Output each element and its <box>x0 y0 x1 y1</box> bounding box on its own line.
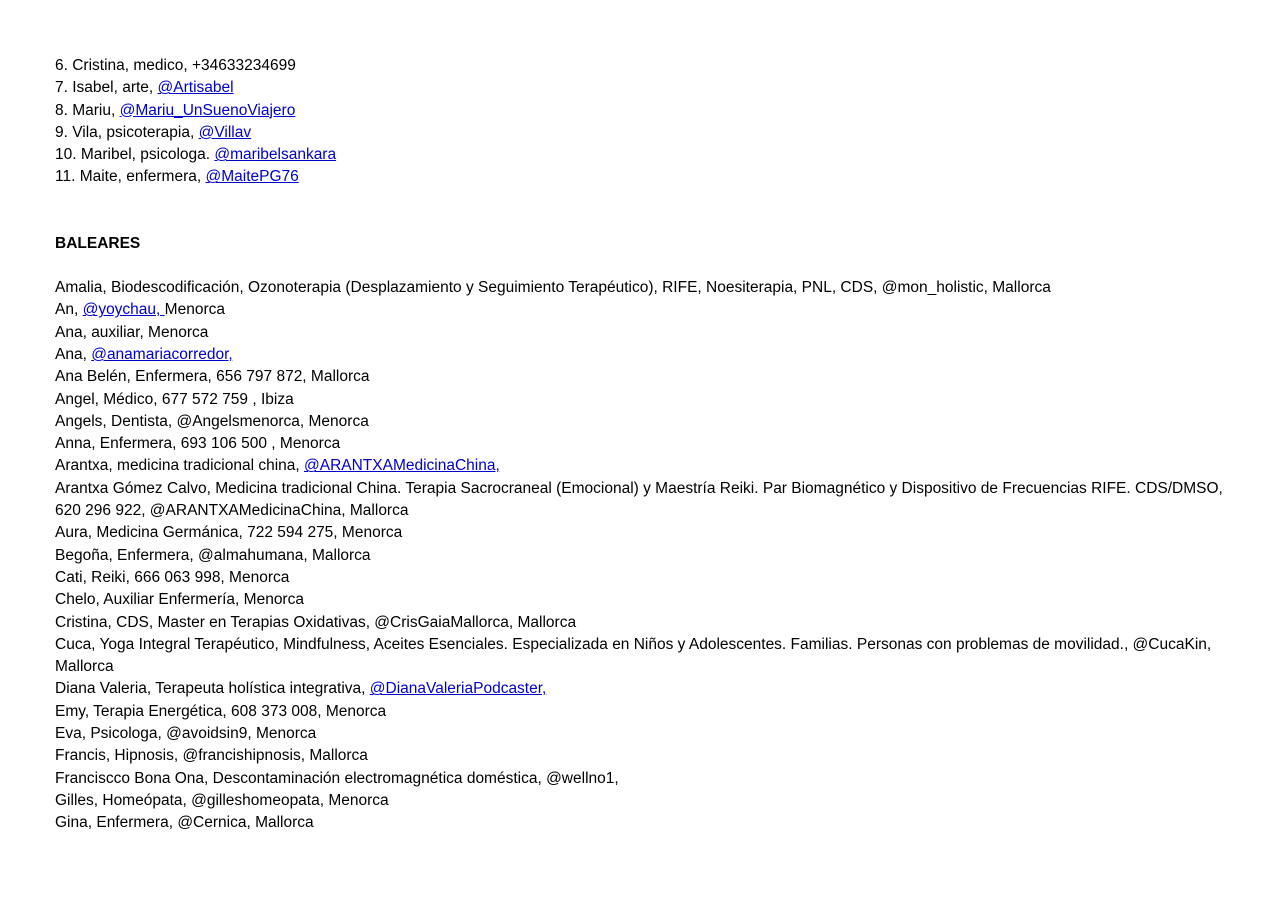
spacer <box>55 255 1235 277</box>
entry-text: Eva, Psicologa, @avoidsin9, Menorca <box>55 725 317 743</box>
list-item <box>55 411 1235 433</box>
profile-link[interactable]: @Mariu_UnSuenoViajero <box>119 101 296 119</box>
list-item <box>55 389 1235 411</box>
entry-text: Aura, Medicina Germánica, 722 594 275, Menorca <box>55 524 403 542</box>
list-item <box>55 299 1235 321</box>
list-item <box>55 277 1235 299</box>
entry-text: Angels, Dentista, @Angelsmenorca, Menorca <box>55 412 369 430</box>
profile-link[interactable]: @anamariacorredor, <box>91 345 233 363</box>
entry-text: Francis, Hipnosis, @francishipnosis, Mallorca <box>55 747 368 765</box>
entry-text: 6. Cristina, medico, +34633234699 <box>55 57 296 74</box>
list-item <box>55 745 1235 767</box>
list-item <box>55 589 1235 611</box>
list-item <box>55 77 1235 99</box>
entry-text: Amalia, Biodescodificación, Ozonoterapia (Desplazamiento y Seguimiento Terapéutico), RIFE, Noesiterapia, PNL, CDS, @mon_holistic, Mallorca <box>55 279 1051 297</box>
list-item <box>55 612 1235 634</box>
list-item <box>55 723 1235 745</box>
entry-text: Cati, Reiki, 666 063 998, Menorca <box>55 568 290 586</box>
list-item <box>55 100 1235 122</box>
list-item <box>55 144 1235 166</box>
entry-text: 10. Maribel, psicologa. <box>55 146 215 164</box>
entry-text: Anna, Enfermera, 693 106 500 , Menorca <box>55 435 341 453</box>
list-item <box>55 322 1235 344</box>
entry-text: An, <box>55 301 83 319</box>
list-item <box>55 678 1235 700</box>
list-item <box>55 567 1235 589</box>
entry-text: 8. Mariu, <box>55 101 120 119</box>
profile-link[interactable]: @Villav <box>198 123 252 141</box>
entry-text: 9. Vila, psicoterapia, <box>55 123 199 141</box>
entry-text: Cuca, Yoga Integral Terapéutico, Mindfulness, Aceites Esenciales. Especializada en Niños y Adolescentes. Familias. Personas con problemas de movilidad., @CucaKin, Mallorca <box>55 635 1212 676</box>
baleares-contact-list <box>55 277 1235 834</box>
list-item <box>55 122 1235 144</box>
entry-text: Ana Belén, Enfermera, 656 797 872, Mallorca <box>55 368 370 386</box>
entry-text: Emy, Terapia Energética, 608 373 008, Menorca <box>55 702 387 720</box>
entry-text: Gilles, Homeópata, @gilleshomeopata, Menorca <box>55 791 389 809</box>
entry-text: 11. Maite, enfermera, <box>55 168 206 186</box>
profile-link[interactable]: @maribelsankara <box>214 146 337 164</box>
entry-text: Franciscco Bona Ona, Descontaminación electromagnética doméstica, @wellno1, <box>55 769 619 787</box>
list-item <box>55 768 1235 790</box>
profile-link[interactable]: @yoychau, <box>82 301 165 319</box>
top-contact-list <box>55 55 1235 189</box>
entry-text: Begoña, Enfermera, @almahumana, Mallorca <box>55 546 371 564</box>
list-item <box>55 433 1235 455</box>
entry-text: Ana, auxiliar, Menorca <box>55 323 209 341</box>
profile-link[interactable]: @DianaValeriaPodcaster, <box>369 680 547 698</box>
profile-link[interactable]: @Artisabel <box>157 79 234 97</box>
list-item <box>55 478 1235 523</box>
list-item <box>55 634 1235 679</box>
list-item <box>55 812 1235 834</box>
profile-link[interactable]: @ARANTXAMedicinaChina, <box>304 457 500 475</box>
list-item <box>55 790 1235 812</box>
entry-text: Angel, Médico, 677 572 759 , Ibiza <box>55 390 294 408</box>
list-item <box>55 166 1235 188</box>
document-page <box>55 55 1235 835</box>
list-item <box>55 344 1235 366</box>
entry-text: 7. Isabel, arte, <box>55 79 158 97</box>
entry-text: Ana, <box>55 345 92 363</box>
entry-location: Menorca <box>164 301 225 319</box>
profile-link[interactable]: @MaitePG76 <box>205 168 299 186</box>
entry-text: Arantxa, medicina tradicional china, <box>55 457 304 475</box>
list-item <box>55 55 1235 77</box>
entry-text: Diana Valeria, Terapeuta holística integrativa, <box>55 680 370 698</box>
list-item <box>55 545 1235 567</box>
entry-text: Chelo, Auxiliar Enfermería, Menorca <box>55 591 304 609</box>
list-item <box>55 701 1235 723</box>
spacer <box>55 189 1235 233</box>
list-item <box>55 455 1235 477</box>
section-heading: BALEARES <box>55 234 141 252</box>
entry-text: Gina, Enfermera, @Cernica, Mallorca <box>55 814 314 832</box>
list-item <box>55 366 1235 388</box>
list-item <box>55 522 1235 544</box>
entry-text: Arantxa Gómez Calvo, Medicina tradicional China. Terapia Sacrocraneal (Emocional) y Maestría Reiki. Par Biomagnético y Dispositivo de Frecuencias RIFE. CDS/DMSO, 620 296 922, @ARANTXAMedicinaChina, Mallorca <box>55 479 1223 520</box>
entry-text: Cristina, CDS, Master en Terapias Oxidativas, @CrisGaiaMallorca, Mallorca <box>55 613 577 631</box>
